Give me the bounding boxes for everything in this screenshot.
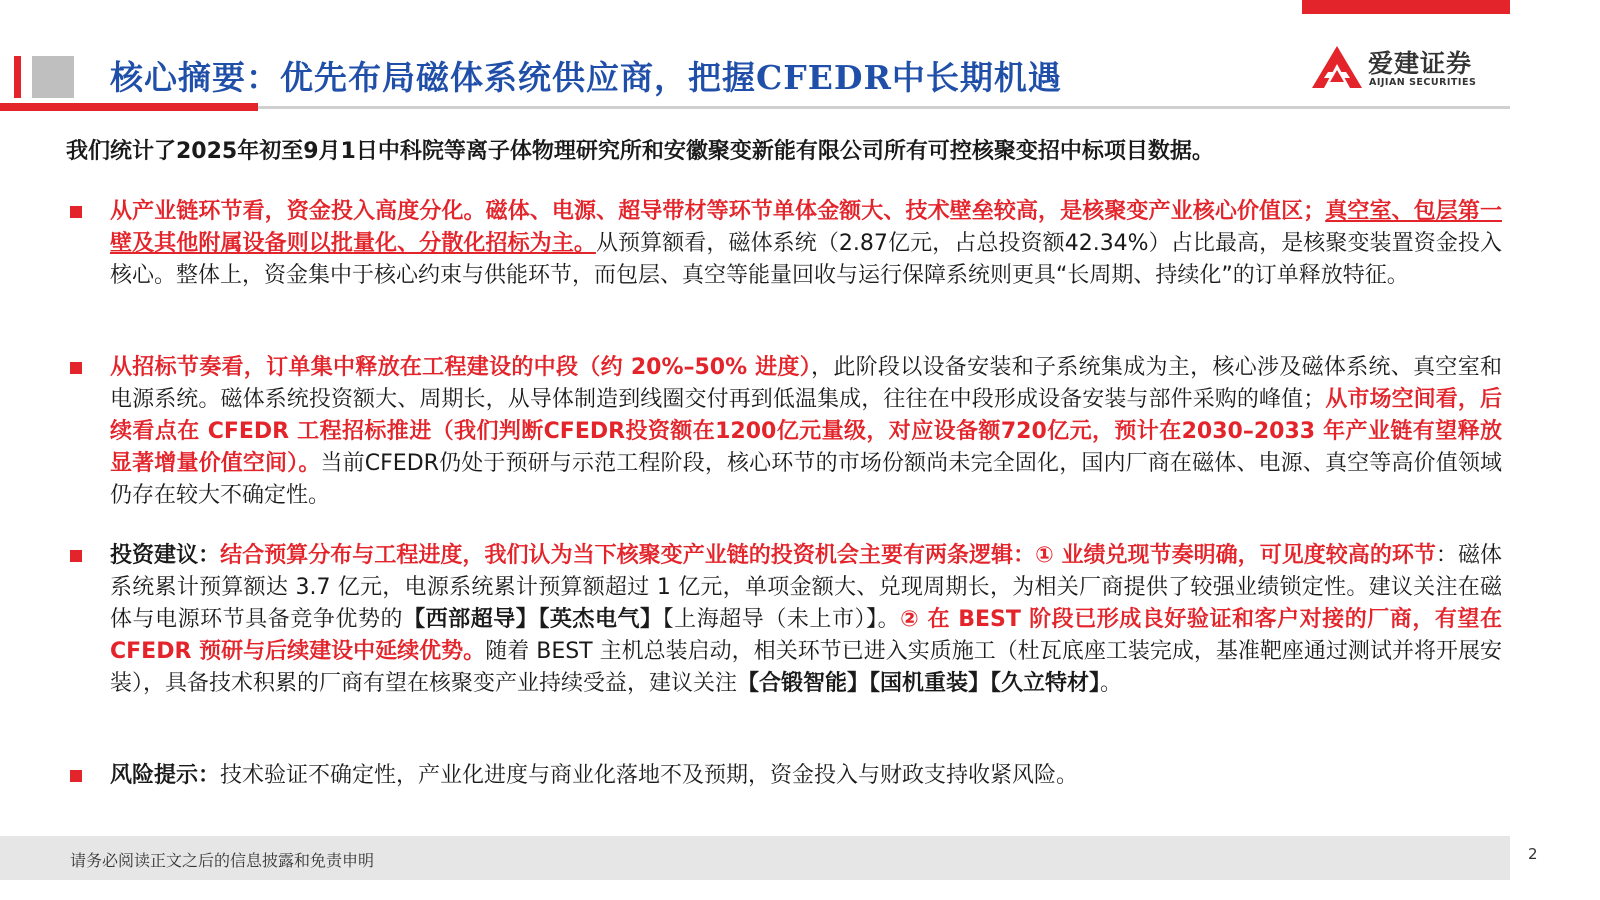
body-text: 从预算额看，磁体系统（2.87亿元，占总投资额42.34%）占比最高，是核聚变装置资金投入核心。整体上，资金集中于核心约束与供能环节，而包层、真空等能量回收与运行保障系统则更具“长周期、持续化”的订单释放特征。 <box>110 231 1502 288</box>
title-underline-red <box>0 103 258 111</box>
highlight-underline-text: 真空室、包层第一壁及其他附属设备则以批量化、分散化招标为主。 <box>110 199 1502 256</box>
highlight-text: ② 在 BEST 阶段已形成良好验证和客户对接的厂商，有望在 CFEDR 预研与后续建设中延续优势。 <box>110 607 1502 664</box>
company-names: 【合锻智能】【国机重装】【久立特材】 <box>737 671 1101 696</box>
footer-bar <box>0 836 1510 880</box>
title-marker-red <box>14 56 21 98</box>
top-accent-strip <box>1302 0 1510 14</box>
bullet-text <box>110 196 1502 292</box>
company-logo <box>1310 44 1510 92</box>
section-label: 风险提示： <box>110 763 221 788</box>
bullet-marker <box>70 362 82 374</box>
body-text: 随着 BEST 主机总装启动，相关环节已进入实质施工（杜瓦底座工装完成，基准靶座通过测试并将开展安装），具备技术积累的厂商有望在核聚变产业持续受益，建议关注 <box>110 639 1502 696</box>
company-names: 【西部超导】【英杰电气】 <box>403 607 663 632</box>
body-text: 。 <box>1100 671 1123 696</box>
title-underline-gray <box>258 106 1510 109</box>
highlight-text: 结合预算分布与工程进度，我们认为当下核聚变产业链的投资机会主要有两条逻辑：① 业绩兑现节奏明确，可见度较高的环节 <box>220 543 1436 568</box>
footer-disclaimer: 请务必阅读正文之后的信息披露和免责申明 <box>70 851 375 870</box>
bullet-marker <box>70 550 82 562</box>
bullet-marker <box>70 206 82 218</box>
page-title: 核心摘要：优先布局磁体系统供应商，把握CFEDR中长期机遇 <box>110 58 1062 97</box>
logo-name-en: AIJIAN SECURITIES <box>1369 77 1477 88</box>
body-text: ，此阶段以设备安装和子系统集成为主，核心涉及磁体系统、真空室和电源系统。磁体系统投资额大、周期长，从导体制造到线圈交付再到低温集成，往往在中段形成设备安装与部件采购的峰值； <box>110 355 1502 412</box>
body-text: 当前CFEDR仍处于预研与示范工程阶段，核心环节的市场份额尚未完全固化，国内厂商在磁体、电源、真空等高价值领域仍存在较大不确定性。 <box>110 451 1502 508</box>
title-marker-gray <box>32 56 74 98</box>
body-text: ：磁体系统累计预算额达 3.7 亿元，电源系统累计预算额超过 1 亿元，单项金额大、兑现周期长，为相关厂商提供了较强业绩锁定性。建议关注在磁体与电源环节具备竞争优势的 <box>110 543 1502 632</box>
highlight-text: 从产业链环节看，资金投入高度分化。磁体、电源、超导带材等环节单体金额大、技术壁垒较高，是核聚变产业核心价值区； <box>110 199 1326 224</box>
aijian-logo-icon <box>1310 44 1364 90</box>
highlight-text: 从市场空间看，后续看点在 CFEDR 工程招标推进（我们判断CFEDR投资额在1200亿元量级，对应设备额720亿元，预计在2030–2033 年产业链有望释放显著增量价值空间）。 <box>110 387 1502 476</box>
bullet-text <box>110 352 1502 512</box>
section-label: 投资建议： <box>110 543 221 568</box>
bullet-marker <box>70 770 82 782</box>
highlight-text: 从招标节奏看，订单集中释放在工程建设的中段（约 20%–50% 进度） <box>110 355 812 380</box>
bullet-text <box>110 540 1502 700</box>
logo-name-cn: 爱建证券 <box>1368 49 1473 78</box>
intro-text: 我们统计了2025年初至9月1日中科院等离子体物理研究所和安徽聚变新能有限公司所有可控核聚变招中标项目数据。 <box>66 139 1214 164</box>
body-text: 技术验证不确定性，产业化进度与商业化落地不及预期，资金投入与财政支持收紧风险。 <box>220 763 1079 788</box>
page-number: 2 <box>1528 845 1538 863</box>
bullet-text <box>110 760 1502 792</box>
body-text: 【上海超导（未上市）】。 <box>662 607 901 632</box>
